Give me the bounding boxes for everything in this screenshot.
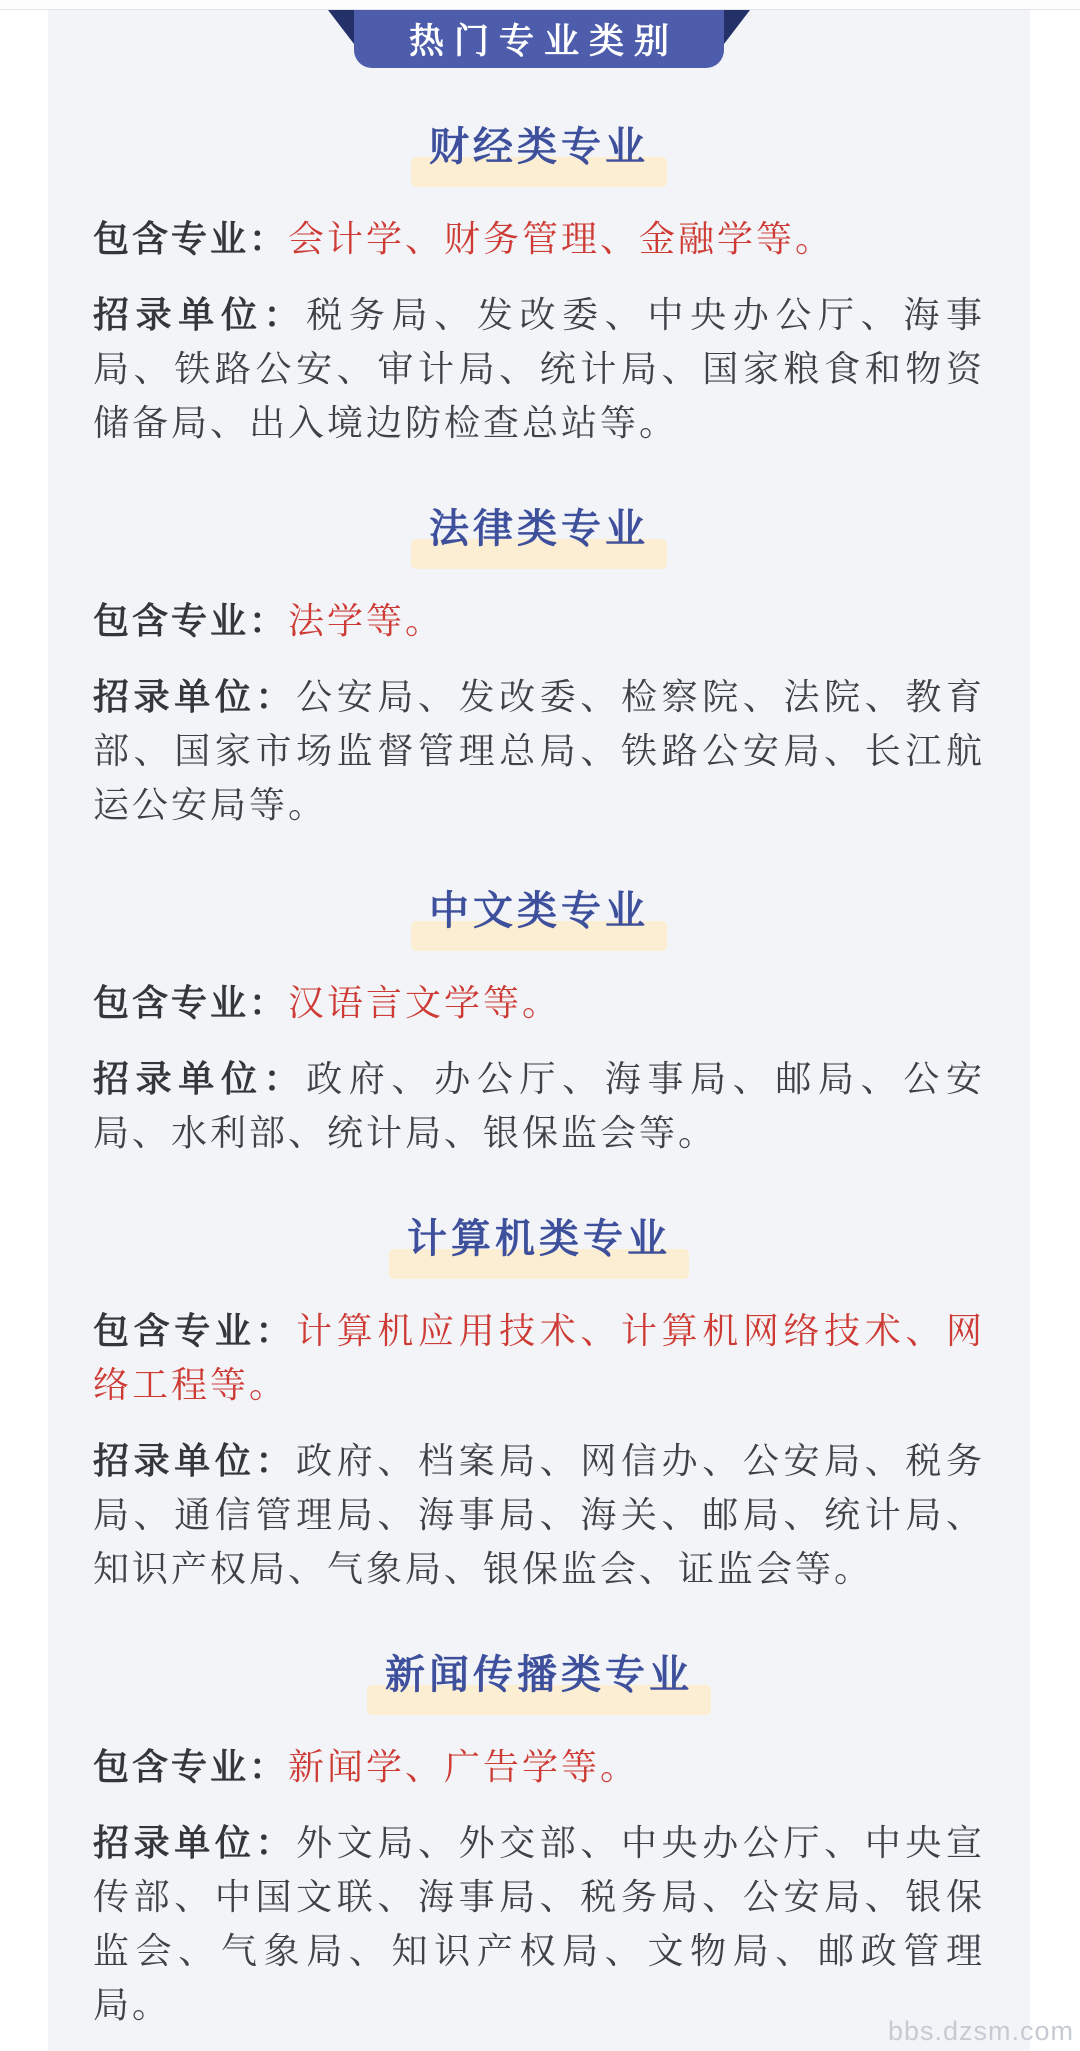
units-paragraph bbox=[93, 1434, 985, 1596]
majors-list: 汉语言文学等。 bbox=[288, 982, 562, 1023]
section-chinese bbox=[93, 888, 985, 1160]
units-paragraph bbox=[93, 1052, 985, 1160]
majors-list: 会计学、财务管理、金融学等。 bbox=[288, 218, 835, 259]
ribbon-banner bbox=[354, 10, 724, 68]
content-panel bbox=[48, 10, 1030, 2051]
header-banner-row bbox=[93, 10, 985, 68]
section-heading-row bbox=[93, 888, 985, 934]
units-label: 招录单位： bbox=[93, 1440, 297, 1481]
section-law bbox=[93, 506, 985, 832]
top-divider-line bbox=[0, 0, 1080, 10]
section-title: 法律类专业 bbox=[429, 507, 649, 551]
units-paragraph bbox=[93, 670, 985, 832]
section-heading bbox=[385, 1652, 693, 1707]
section-heading-row bbox=[93, 124, 985, 170]
majors-paragraph bbox=[93, 1740, 985, 1794]
majors-label: 包含专业： bbox=[93, 1310, 297, 1351]
majors-paragraph bbox=[93, 594, 985, 648]
units-list: 政府、档案局、网信办、公安局、税务局、通信管理局、海事局、海关、邮局、统计局、知识产权局、气象局、银保监会、证监会等。 bbox=[93, 1440, 985, 1589]
units-list: 外文局、外交部、中央办公厅、中央宣传部、中国文联、海事局、税务局、公安局、银保监会、气象局、知识产权局、文物局、邮政管理局。 bbox=[93, 1822, 985, 2025]
majors-label: 包含专业： bbox=[93, 1746, 289, 1787]
section-heading bbox=[429, 124, 649, 179]
units-paragraph bbox=[93, 288, 985, 450]
page-title: 热门专业类别 bbox=[408, 22, 679, 61]
majors-label: 包含专业： bbox=[93, 600, 289, 641]
units-label: 招录单位： bbox=[93, 1822, 297, 1863]
units-label: 招录单位： bbox=[93, 1058, 307, 1099]
site-watermark: bbs.dzsm.com bbox=[887, 2016, 1074, 2046]
majors-list: 计算机应用技术、计算机网络技术、网络工程等。 bbox=[93, 1310, 985, 1405]
section-title: 新闻传播类专业 bbox=[385, 1653, 693, 1697]
majors-paragraph bbox=[93, 1304, 985, 1412]
units-label: 招录单位： bbox=[93, 676, 297, 717]
section-heading-row bbox=[93, 506, 985, 552]
section-title: 中文类专业 bbox=[429, 889, 649, 933]
section-heading bbox=[407, 1216, 671, 1271]
ribbon-fold-right bbox=[724, 10, 750, 44]
majors-label: 包含专业： bbox=[93, 982, 289, 1023]
units-label: 招录单位： bbox=[93, 294, 307, 335]
majors-paragraph bbox=[93, 212, 985, 266]
section-heading bbox=[429, 888, 649, 943]
section-heading-row bbox=[93, 1216, 985, 1262]
section-journalism bbox=[93, 1652, 985, 2032]
section-heading bbox=[429, 506, 649, 561]
units-list: 税务局、发改委、中央办公厅、海事局、铁路公安、审计局、统计局、国家粮食和物资储备局、出入境边防检查总站等。 bbox=[93, 294, 985, 443]
ribbon-fold-left bbox=[328, 10, 354, 44]
section-title: 计算机类专业 bbox=[407, 1217, 671, 1261]
units-list: 政府、办公厅、海事局、邮局、公安局、水利部、统计局、银保监会等。 bbox=[93, 1058, 985, 1153]
section-finance bbox=[93, 124, 985, 450]
section-heading-row bbox=[93, 1652, 985, 1698]
majors-paragraph bbox=[93, 976, 985, 1030]
section-computer bbox=[93, 1216, 985, 1596]
majors-list: 法学等。 bbox=[288, 600, 445, 641]
units-paragraph bbox=[93, 1816, 985, 2032]
majors-list: 新闻学、广告学等。 bbox=[288, 1746, 640, 1787]
units-list: 公安局、发改委、检察院、法院、教育部、国家市场监督管理总局、铁路公安局、长江航运公安局等。 bbox=[93, 676, 985, 825]
section-title: 财经类专业 bbox=[429, 125, 649, 169]
majors-label: 包含专业： bbox=[93, 218, 289, 259]
